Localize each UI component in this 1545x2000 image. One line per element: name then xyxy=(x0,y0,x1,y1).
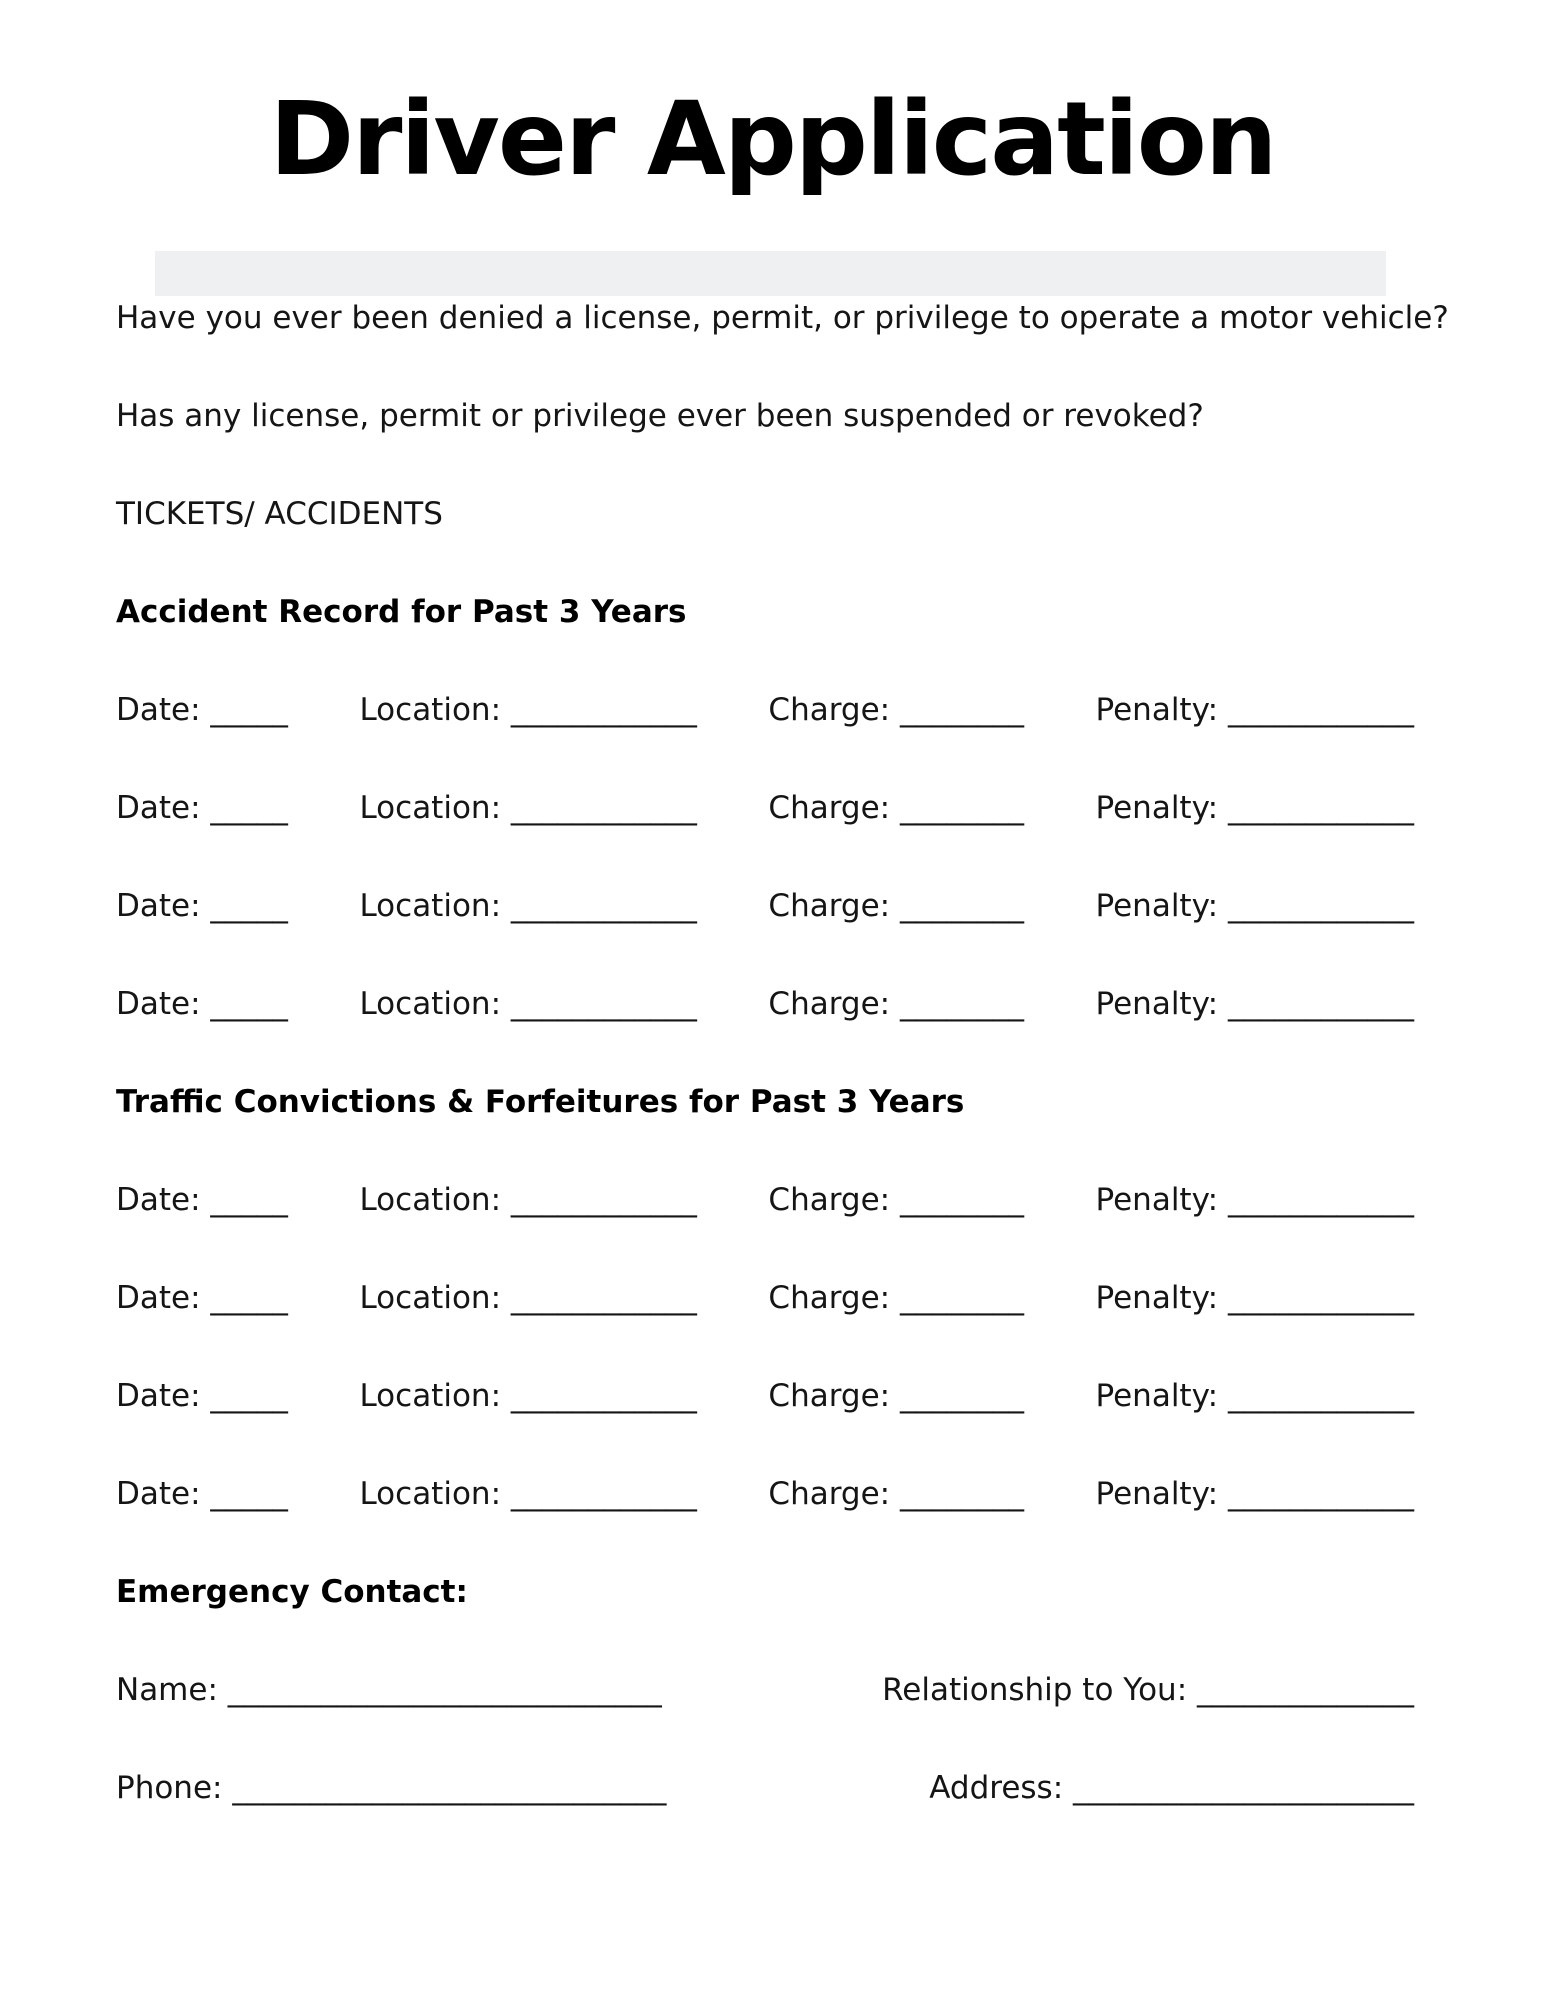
location-field[interactable]: Location: ____________ xyxy=(359,1280,697,1316)
emergency-row-phone xyxy=(116,1768,1414,1808)
emergency-row-name xyxy=(116,1670,1414,1710)
accident-row xyxy=(116,788,1414,828)
location-field[interactable]: Location: ____________ xyxy=(359,888,697,924)
tickets-accidents-label: TICKETS/ ACCIDENTS xyxy=(116,496,443,532)
penalty-field[interactable]: Penalty: ____________ xyxy=(1095,1378,1414,1414)
charge-field[interactable]: Charge: ________ xyxy=(768,986,1024,1022)
page-title: Driver Application xyxy=(269,80,1276,199)
relationship-field[interactable]: Relationship to You: ______________ xyxy=(882,1672,1414,1708)
penalty-field[interactable]: Penalty: ____________ xyxy=(1095,790,1414,826)
traffic-row xyxy=(116,1474,1414,1514)
traffic-row xyxy=(116,1376,1414,1416)
location-field[interactable]: Location: ____________ xyxy=(359,692,697,728)
address-field[interactable]: Address: ______________________ xyxy=(929,1770,1414,1806)
penalty-field[interactable]: Penalty: ____________ xyxy=(1095,1182,1414,1218)
question-denied-license: Have you ever been denied a license, permit, or privilege to operate a motor vehicle? xyxy=(116,300,1449,336)
date-field[interactable]: Date: _____ xyxy=(116,1378,288,1414)
accident-record-heading: Accident Record for Past 3 Years xyxy=(116,594,687,630)
header-band xyxy=(155,251,1386,296)
penalty-field[interactable]: Penalty: ____________ xyxy=(1095,1476,1414,1512)
charge-field[interactable]: Charge: ________ xyxy=(768,1378,1024,1414)
location-field[interactable]: Location: ____________ xyxy=(359,1378,697,1414)
location-field[interactable]: Location: ____________ xyxy=(359,790,697,826)
accident-row xyxy=(116,690,1414,730)
penalty-field[interactable]: Penalty: ____________ xyxy=(1095,986,1414,1022)
accident-row xyxy=(116,984,1414,1024)
location-field[interactable]: Location: ____________ xyxy=(359,1476,697,1512)
phone-field[interactable]: Phone: ____________________________ xyxy=(116,1770,667,1806)
date-field[interactable]: Date: _____ xyxy=(116,986,288,1022)
penalty-field[interactable]: Penalty: ____________ xyxy=(1095,888,1414,924)
date-field[interactable]: Date: _____ xyxy=(116,692,288,728)
penalty-field[interactable]: Penalty: ____________ xyxy=(1095,692,1414,728)
date-field[interactable]: Date: _____ xyxy=(116,1182,288,1218)
name-field[interactable]: Name: ____________________________ xyxy=(116,1672,662,1708)
charge-field[interactable]: Charge: ________ xyxy=(768,790,1024,826)
traffic-convictions-heading: Traffic Convictions & Forfeitures for Past 3 Years xyxy=(116,1084,965,1120)
emergency-contact-heading: Emergency Contact: xyxy=(116,1574,468,1610)
charge-field[interactable]: Charge: ________ xyxy=(768,1280,1024,1316)
question-suspended-revoked: Has any license, permit or privilege ever been suspended or revoked? xyxy=(116,398,1204,434)
date-field[interactable]: Date: _____ xyxy=(116,790,288,826)
date-field[interactable]: Date: _____ xyxy=(116,1280,288,1316)
date-field[interactable]: Date: _____ xyxy=(116,1476,288,1512)
traffic-row xyxy=(116,1180,1414,1220)
traffic-row xyxy=(116,1278,1414,1318)
charge-field[interactable]: Charge: ________ xyxy=(768,692,1024,728)
location-field[interactable]: Location: ____________ xyxy=(359,986,697,1022)
charge-field[interactable]: Charge: ________ xyxy=(768,1476,1024,1512)
charge-field[interactable]: Charge: ________ xyxy=(768,888,1024,924)
date-field[interactable]: Date: _____ xyxy=(116,888,288,924)
location-field[interactable]: Location: ____________ xyxy=(359,1182,697,1218)
accident-row xyxy=(116,886,1414,926)
charge-field[interactable]: Charge: ________ xyxy=(768,1182,1024,1218)
penalty-field[interactable]: Penalty: ____________ xyxy=(1095,1280,1414,1316)
